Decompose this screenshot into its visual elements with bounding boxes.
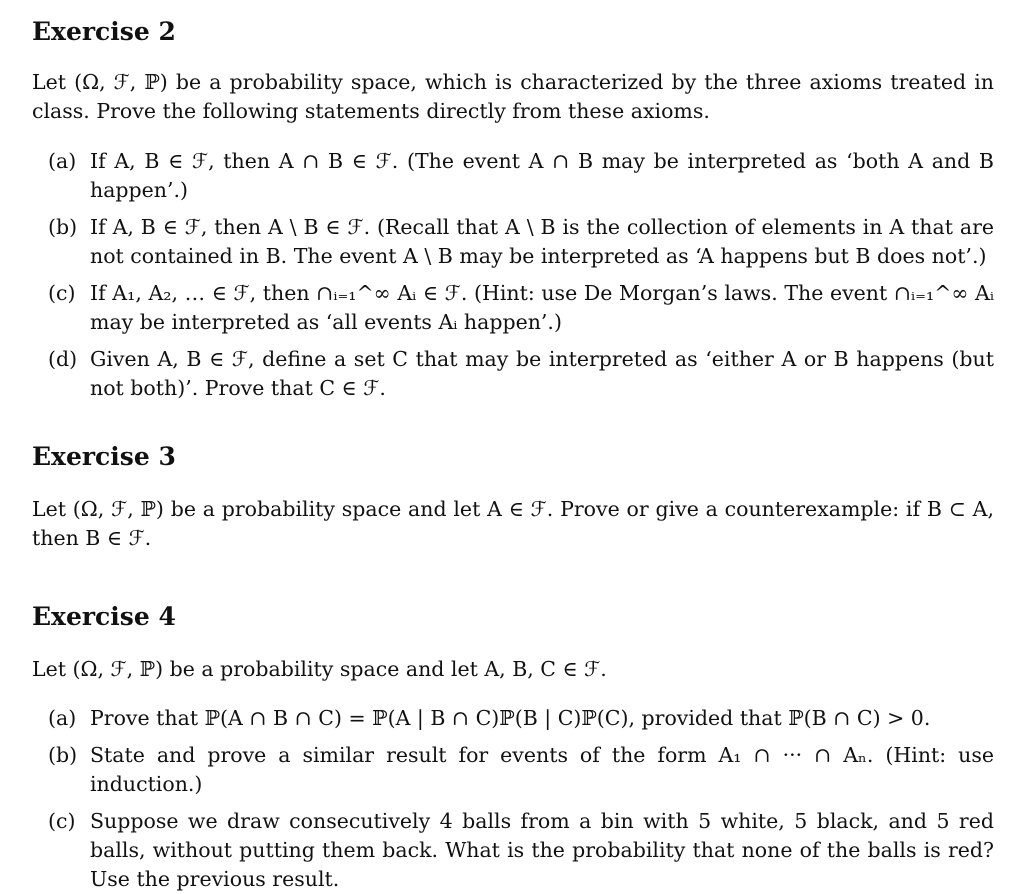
document-page [32,8,994,894]
item-label: (a) [48,706,77,730]
exercise-4-item-b [32,741,994,799]
exercise-4-item-list [32,704,994,894]
exercise-4-item-c [32,807,994,894]
item-label: (b) [48,743,78,767]
item-text: If A, B ∈ ℱ, then A ∩ B ∈ ℱ. (The event A ∩ B may be interpreted as ‘both A and B happen’.) [90,149,994,202]
item-text: Prove that ℙ(A ∩ B ∩ C) = ℙ(A | B ∩ C)ℙ(B | C)ℙ(C), provided that ℙ(B ∩ C) > 0. [90,706,931,730]
item-text: Given A, B ∈ ℱ, define a set C that may be interpreted as ‘either A or B happens (but not both)’. Prove that C ∈ ℱ. [90,347,994,400]
exercise-3-title: Exercise 3 [32,442,176,471]
item-text: If A, B ∈ ℱ, then A \ B ∈ ℱ. (Recall that A \ B is the collection of elements in A that are not contained in B. The event A \ B may be interpreted as ‘A happens but B does not’.) [90,215,994,268]
exercise-3-intro: Let (Ω, ℱ, ℙ) be a probability space and let A ∈ ℱ. Prove or give a counterexample: if B ⊂ A, then B ∈ ℱ. [32,497,994,550]
item-label: (b) [48,215,78,239]
exercise-2-item-c [32,279,994,337]
exercise-2-intro: Let (Ω, ℱ, ℙ) be a probability space, which is characterized by the three axioms treated in class. Prove the following statements directly from these axioms. [32,70,994,123]
exercise-2-item-b [32,213,994,271]
exercise-2-item-list [32,147,994,403]
item-label: (d) [48,347,78,371]
item-text: State and prove a similar result for events of the form A₁ ∩ ··· ∩ Aₙ. (Hint: use induction.) [90,743,994,796]
exercise-2-item-d [32,345,994,403]
exercise-4-intro: Let (Ω, ℱ, ℙ) be a probability space and let A, B, C ∈ ℱ. [32,657,607,681]
item-text: If A₁, A₂, … ∈ ℱ, then ∩ᵢ₌₁^∞ Aᵢ ∈ ℱ. (Hint: use De Morgan’s laws. The event ∩ᵢ₌₁^∞ Aᵢ may be interpreted as ‘all events Aᵢ happen’.) [90,281,994,334]
exercise-2-item-a [32,147,994,205]
exercise-4-item-a [32,704,994,733]
item-label: (a) [48,149,77,173]
item-label: (c) [48,809,76,833]
item-label: (c) [48,281,76,305]
item-text: Suppose we draw consecutively 4 balls from a bin with 5 white, 5 black, and 5 red balls, without putting them back. What is the probability that none of the balls is red? Use the previous result. [90,809,994,891]
exercise-4-title: Exercise 4 [32,602,176,631]
exercise-2-title: Exercise 2 [32,17,176,46]
